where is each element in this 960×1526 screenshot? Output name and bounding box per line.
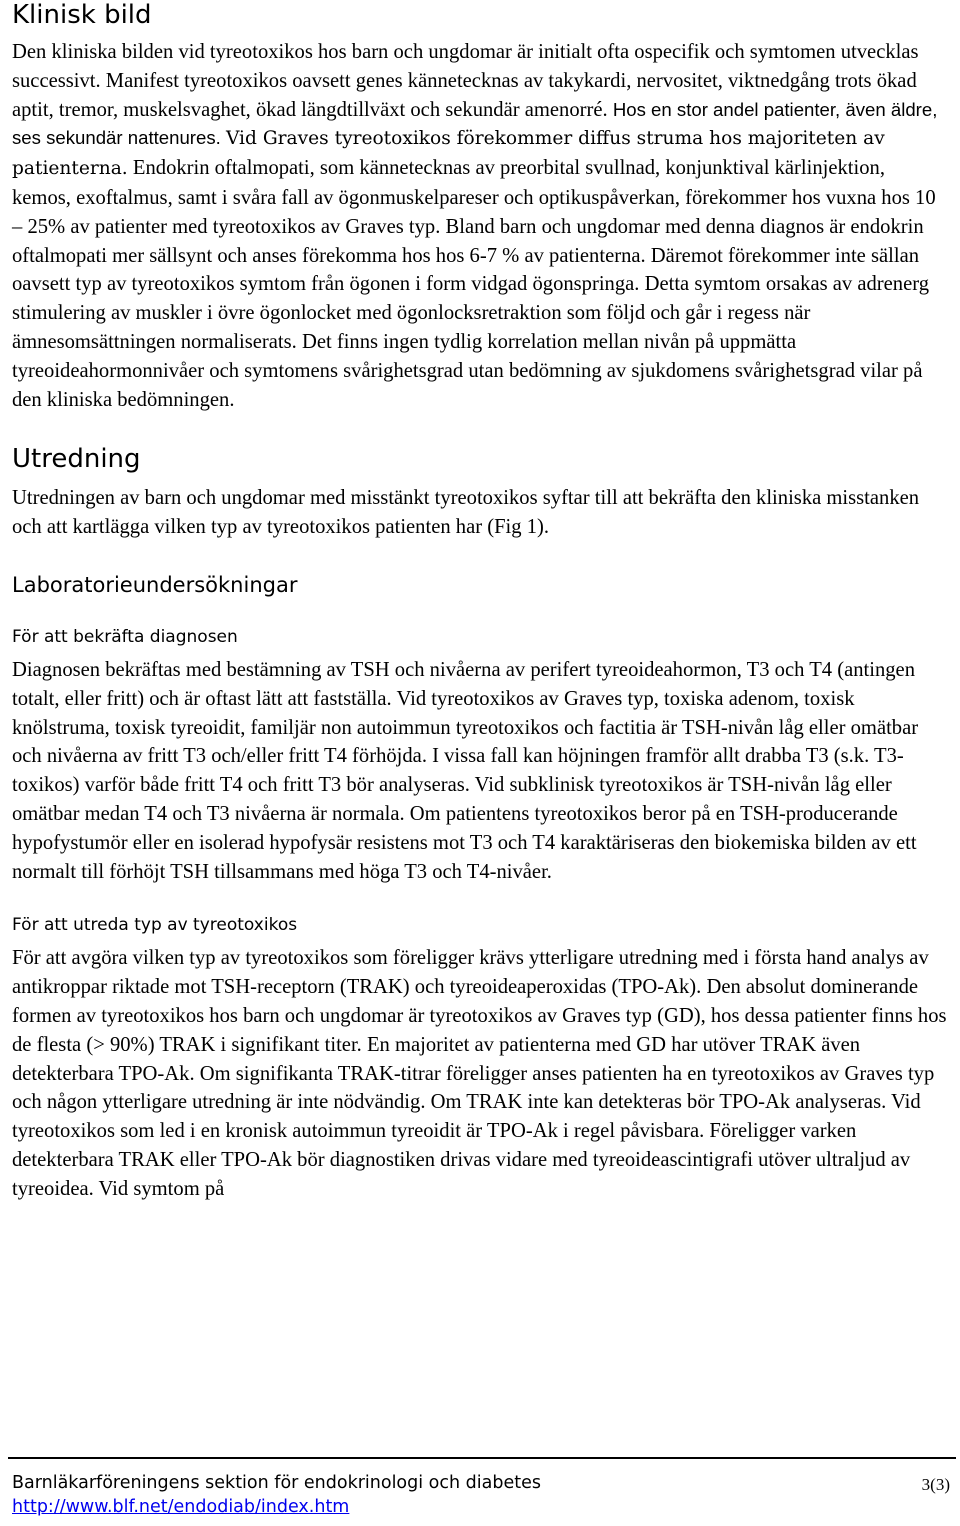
heading-klinisk-bild: Klinisk bild	[12, 0, 152, 30]
paragraph-bekrafta-diagnosen: Diagnosen bekräftas med bestämning av TSH och nivåerna av perifert tyreoideahormon, T3 och T4 (antingen totalt, eller fritt) och är oftast lätt att fastställa. Vid tyreotoxikos av Graves typ, toxiska adenom, toxisk knölstruma, toxisk tyreoidit, familjär non autoimmun tyreotoxikos och factitia är TSH-nivån låg eller omätbar och nivåerna av fritt T3 och/eller fritt T4 förhöjda. I vissa fall kan höjningen framför allt drabba T3 (s.k. T3-toxikos) varför både fritt T4 och fritt T3 bör analyseras. Vid subklinisk tyreotoxikos är TSH-nivån låg eller omätbar medan T4 och T3 nivåerna är normala. Om patientens tyreotoxikos beror på en TSH-producerande hypofystumör eller en isolerad hypofysär resistens mot T3 och T4 karaktäriseras den biokemiska bilden av ett normalt till förhöjt TSH tillsammans med höga T3 och T4-nivåer.	[12, 658, 919, 883]
paragraph-utredning: Utredningen av barn och ungdomar med misstänkt tyreotoxikos syftar till att bekräfta den kliniska misstanken och att kartlägga vilken typ av tyreotoxikos patienten har (Fig 1).	[12, 487, 920, 539]
footer-divider	[8, 1457, 956, 1459]
page-number: 3(3)	[921, 1475, 950, 1494]
text-run-sans: Hos en stor andel patienter, även äldre, ses sekundär nattenures.	[12, 98, 938, 149]
heading-laboratorieundersokningar: Laboratorieundersökningar	[12, 572, 298, 597]
text-run: Bland barn och ungdomar med denna diagnos är endokrin oftalmopati mer sällsynt och anses förekomma hos hos 6-7 % av patienterna. Däremot förekommer inte sällan oavsett typ av tyreotoxikos symtom från ögonen i form vidgad ögonspringa. Detta symtom orsakas av adrenerg stimulering av muskler i övre ögonlocket med ögonlocksretraktion som följd och går i regess när ämnesomsättningen normaliserats. Det finns ingen tydlig korrelation mellan nivån på uppmätta tyreoideahormonnivåer och symtomens svårighetsgrad utan bedömning av sjukdomens svårighetsgrad vilar på den kliniska bedömningen.	[12, 215, 929, 411]
paragraph-klinisk-bild	[12, 38, 948, 414]
footer	[12, 1471, 541, 1519]
heading-utredning: Utredning	[12, 444, 141, 475]
text-run: Endokrin oftalmopati, som kännetecknas av preorbital svullnad, konjunktival kärlinjektion, kemos, exoftalmus, samt i svåra fall av ögonmuskelpareser och optikuspåverkan, förekommer hos vuxna hos 10 – 25% av patienter med tyreotoxikos av Graves typ.	[12, 157, 936, 238]
text-run-alt: Vid Graves tyreotoxikos förekommer diffus struma hos majoriteten av patienterna.	[12, 128, 885, 180]
heading-bekrafta-diagnosen: För att bekräfta diagnosen	[12, 626, 238, 647]
paragraph-utreda-typ: För att avgöra vilken typ av tyreotoxikos som föreligger krävs ytterligare utredning med i första hand analys av antikroppar riktade mot TSH-receptorn (TRAK) och tyreoideaperoxidas (TPO-Ak). Den absolut dominerande formen av tyreotoxikos hos barn och ungdomar är tyreotoxikos av Graves typ (GD), hos dessa patienter finns hos de flesta (> 90%) TRAK i signifikant titer. En majoritet av patienterna med GD har utöver TRAK även detekterbara TPO-Ak. Om signifikanta TRAK-titrar föreligger anses patienten ha en tyreotoxikos av Graves typ och någon ytterligare utredning är inte nödvändig. Om TRAK inte kan detekteras bör TPO-Ak analyseras. Vid tyreotoxikos som led i en kronisk autoimmun tyreoidit är TPO-Ak i regel påvisbara. Föreligger varken detekterbara TRAK eller TPO-Ak bör diagnostiken drivas vidare med tyreoideascintigrafi utöver ultraljud av tyreoidea. Vid symtom på	[12, 947, 947, 1200]
footer-organization: Barnläkarföreningens sektion för endokrinologi och diabetes	[12, 1473, 541, 1493]
heading-utreda-typ: För att utreda typ av tyreotoxikos	[12, 915, 298, 936]
document-page	[12, 0, 948, 1204]
footer-link[interactable]: http://www.blf.net/endodiab/index.htm	[12, 1497, 350, 1517]
text-run: Den kliniska bilden vid tyreotoxikos hos barn och ungdomar är initialt ofta ospecifik och symtomen utvecklas successivt. Manifest tyreotoxikos oavsett genes kännetecknas av takykardi, nervositet, viktnedgång trots ökad aptit, tremor, muskelsvaghet, ökad längdtillväxt och sekundär amenorré.	[12, 41, 919, 121]
